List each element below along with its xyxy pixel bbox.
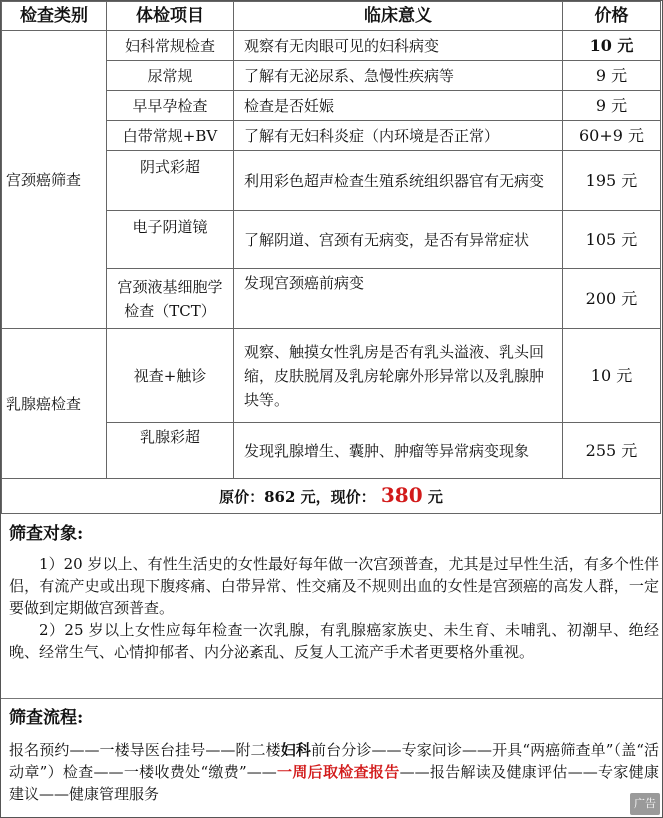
item-name: 妇科常规检查 bbox=[107, 31, 234, 61]
item-price: 10 元 bbox=[563, 31, 661, 61]
target-paragraph-2: 2）25 岁以上女性应每年检查一次乳腺，有乳腺癌家族史、未生育、未哺乳、初潮早、绝经晚、经常生气、心情抑郁者、内分泌紊乱、反复人工流产手术者更要格外重视。 bbox=[9, 621, 659, 661]
category-cervical: 宫颈癌筛查 bbox=[2, 31, 107, 329]
item-meaning: 检查是否妊娠 bbox=[234, 91, 563, 121]
item-price: 200 元 bbox=[563, 269, 661, 329]
item-meaning: 利用彩色超声检查生殖系统组织器官有无病变 bbox=[234, 151, 563, 211]
price-summary-row bbox=[2, 479, 661, 514]
item-meaning: 了解有无妇科炎症（内环境是否正常） bbox=[234, 121, 563, 151]
header-meaning: 临床意义 bbox=[234, 2, 563, 31]
process-text-1: 报名预约——一楼导医台挂号——附二楼 bbox=[9, 741, 281, 759]
item-name: 早早孕检查 bbox=[107, 91, 234, 121]
price-table bbox=[1, 1, 661, 514]
item-price: 255 元 bbox=[563, 423, 661, 479]
item-price: 10 元 bbox=[563, 329, 661, 423]
header-price: 价格 bbox=[563, 2, 661, 31]
section-divider bbox=[1, 698, 662, 699]
item-name: 白带常规+BV bbox=[107, 121, 234, 151]
process-text bbox=[9, 739, 659, 805]
item-name: 视查+触诊 bbox=[107, 329, 234, 423]
item-price: 60+9 元 bbox=[563, 121, 661, 151]
category-breast: 乳腺癌检查 bbox=[2, 329, 107, 479]
table-row bbox=[2, 31, 661, 61]
table-row bbox=[2, 329, 661, 423]
item-price: 9 元 bbox=[563, 61, 661, 91]
item-meaning: 观察有无肉眼可见的妇科病变 bbox=[234, 31, 563, 61]
target-paragraph-1: 1）20 岁以上、有性生活史的女性最好每年做一次宫颈普查，尤其是过早性生活，有多个性伴侣，有流产史或出现下腹疼痛、白带异常、性交痛及不规则出血的女性是宫颈癌的高发人群，一定要做到定期做宫颈普查。 bbox=[9, 555, 659, 617]
summary-original-price: 原价：862 元，现价： bbox=[219, 488, 376, 506]
item-price: 9 元 bbox=[563, 91, 661, 121]
item-price: 195 元 bbox=[563, 151, 661, 211]
target-section bbox=[9, 523, 659, 663]
ad-badge[interactable]: 广告 bbox=[630, 793, 660, 815]
process-text-report: 一周后取检查报告 bbox=[276, 763, 400, 781]
target-heading: 筛查对象: bbox=[9, 524, 84, 544]
item-meaning: 了解阴道、宫颈有无病变，是否有异常症状 bbox=[234, 211, 563, 269]
summary-unit: 元 bbox=[427, 488, 443, 506]
process-text-gynecology: 妇科 bbox=[280, 741, 312, 759]
item-meaning: 观察、触摸女性乳房是否有乳头溢液、乳头回缩，皮肤脱屑及乳房轮廓外形异常以及乳腺肿块等。 bbox=[234, 329, 563, 423]
table-header-row bbox=[2, 2, 661, 31]
item-meaning: 了解有无泌尿系、急慢性疾病等 bbox=[234, 61, 563, 91]
item-name: 电子阴道镜 bbox=[107, 211, 234, 269]
process-text-3: ——报告解读及健康评估——专家健康建议——健康管理服务 bbox=[9, 763, 659, 803]
item-meaning: 发现宫颈癌前病变 bbox=[234, 269, 563, 329]
header-category: 检查类别 bbox=[2, 2, 107, 31]
process-section bbox=[9, 707, 659, 805]
item-meaning: 发现乳腺增生、囊肿、肿瘤等异常病变现象 bbox=[234, 423, 563, 479]
header-item: 体检项目 bbox=[107, 2, 234, 31]
item-name: 乳腺彩超 bbox=[107, 423, 234, 479]
price-summary bbox=[2, 479, 661, 514]
summary-current-price: 380 bbox=[380, 483, 423, 507]
item-price: 105 元 bbox=[563, 211, 661, 269]
process-text-2: 前台分诊——专家问诊——开具“两癌筛查单”（盖“活动章”）检查——一楼收费处“缴费”—— bbox=[9, 741, 659, 781]
item-name: 尿常规 bbox=[107, 61, 234, 91]
item-name: 阴式彩超 bbox=[107, 151, 234, 211]
process-heading: 筛查流程: bbox=[9, 708, 84, 728]
item-name: 宫颈液基细胞学检查（TCT） bbox=[107, 269, 234, 329]
